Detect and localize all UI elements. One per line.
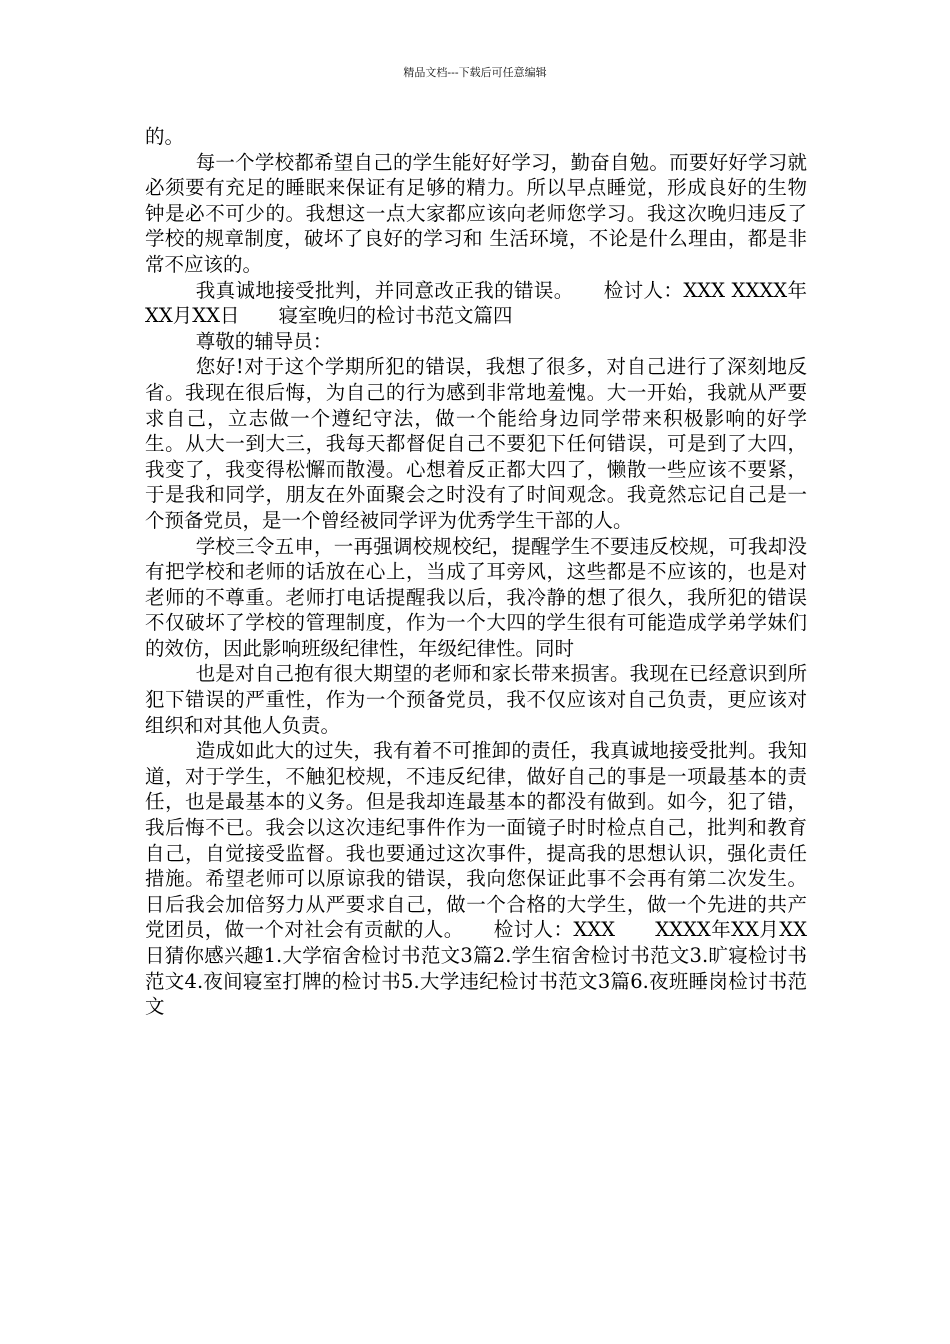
paragraph: 每一个学校都希望自己的学生能好好学习，勤奋自勉。而要好好学习就必须要有充足的睡眠来保证有足够的精力。所以早点睡觉，形成良好的生物钟是必不可少的。我想这一点大家都应该向老师您学习。我这次晚归违反了学校的规章制度，破坏了良好的学习和 生活环境，不论是什么理由，都是非常不应该的。	[145, 150, 807, 276]
page-header: 精品文档---下载后可任意编辑	[403, 66, 547, 79]
paragraph: 您好!对于这个学期所犯的错误，我想了很多，对自己进行了深刻地反省。我现在很后悔，为自己的行为感到非常地羞愧。大一开始，我就从严要求自己，立志做一个遵纪守法，做一个能给身边同学带来积极影响的好学生。从大一到大三，我每天都督促自己不要犯下任何错误，可是到了大四，我变了，我变得松懈而散漫。心想着反正都大四了，懒散一些应该不要紧，于是我和同学，朋友在外面聚会之时没有了时间观念。我竟然忘记自己是一个预备党员，是一个曾经被同学评为优秀学生干部的人。	[145, 355, 807, 532]
paragraph: 我真诚地接受批判，并同意改正我的错误。 检讨人：XXX XXXX年XX月XX日 寝室晚归的检讨书范文篇四	[145, 278, 807, 328]
paragraph: 尊敬的辅导员：	[195, 329, 333, 353]
paragraph: 的。	[145, 125, 185, 148]
document-body	[145, 124, 807, 1020]
paragraph: 也是对自己抱有很大期望的老师和家长带来损害。我现在已经意识到所犯下错误的严重性，作为一个预备党员，我不仅应该对自己负责，更应该对组织和对其他人负责。	[145, 662, 807, 737]
paragraph: 造成如此大的过失，我有着不可推卸的责任，我真诚地接受批判。我知道，对于学生，不触犯校规，不违反纪律，做好自己的事是一项最基本的责任，也是最基本的义务。但是我却连最基本的都没有做到。如今，犯了错，我后悔不已。我会以这次违纪事件作为一面镜子时时检点自己，批判和教育自己，自觉接受监督。我也要通过这次事件，提高我的思想认识，强化责任措施。希望老师可以原谅我的错误，我向您保证此事不会再有第二次发生。日后我会加倍努力从严要求自己，做一个合格的大学生，做一个先进的共产党团员，做一个对社会有贡献的人。 检讨人：XXX XXXX年XX月XX日猜你感兴趣1.大学宿舍检讨书范文3篇2.学生宿舍检讨书范文3.旷寝检讨书范文4.夜间寝室打牌的检讨书5.大学违纪检讨书范文3篇6.夜班睡岗检讨书范文	[145, 739, 807, 1019]
paragraph: 学校三令五申，一再强调校规校纪，提醒学生不要违反校规，可我却没有把学校和老师的话放在心上，当成了耳旁风，这些都是不应该的，也是对老师的不尊重。老师打电话提醒我以后，我冷静的想了很久，我所犯的错误不仅破坏了学校的管理制度，作为一个大四的学生很有可能造成学弟学妹们的效仿，因此影响班级纪律性，年级纪律性。同时	[145, 534, 807, 660]
